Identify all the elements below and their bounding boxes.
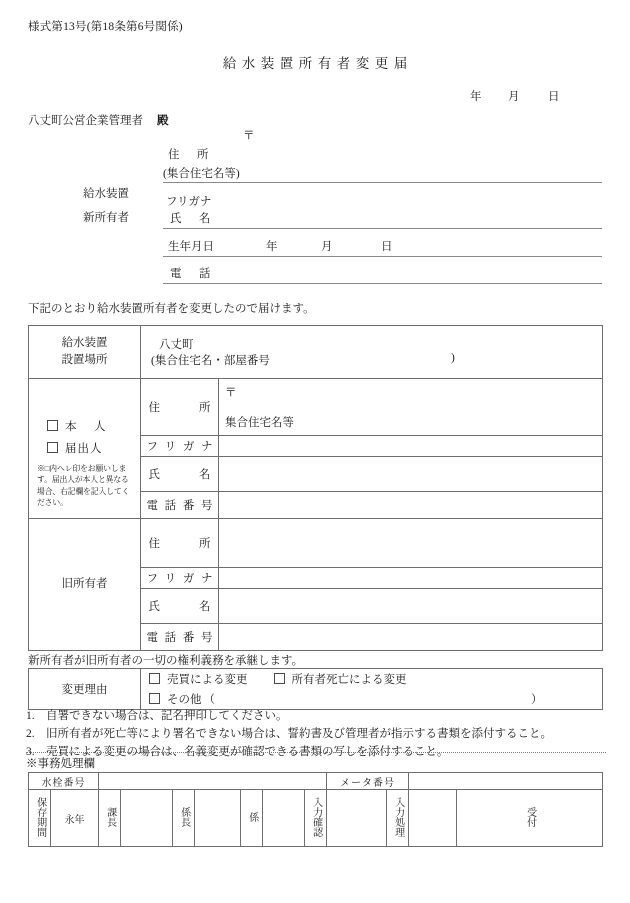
date-day-label: 日 (548, 91, 560, 103)
birth-year-label: 年 (266, 241, 278, 253)
succession-text: 新所有者が旧所有者の一切の権利義務を承継します。 (28, 655, 304, 667)
postal-mark-icon: 〒 (243, 130, 255, 142)
reason-death-option[interactable] (274, 674, 407, 686)
statement-text: 下記のとおり給水装置所有者を変更したので届けます。 (28, 303, 315, 315)
applicant-checkbox-cell (29, 379, 141, 519)
applicant-name-label: 氏 名 (141, 457, 219, 492)
date-year-label: 年 (470, 91, 482, 103)
reason-sale-label: 売買による変更 (167, 674, 248, 686)
reason-label-cell: 変更理由 (29, 669, 141, 710)
table-row-location (29, 326, 603, 379)
note-number: 1. (26, 710, 35, 722)
location-building-label: (集合住宅名・部屋番号 (151, 355, 270, 367)
former-phone-label: 電 話 番 号 (141, 624, 219, 651)
applicant-phone-label: 電 話 番 号 (141, 492, 219, 519)
address-label: 住 所 (168, 149, 212, 161)
birth-day-label: 日 (381, 241, 393, 253)
former-owner-label-cell: 旧所有者 (29, 519, 141, 651)
checkbox-self-label: 本 人 (65, 420, 109, 433)
office-body-row (29, 790, 603, 847)
checkbox-filer-label: 届出人 (65, 442, 103, 455)
applicant-block-label-1: 給水装置 (83, 188, 129, 200)
input-process-label: 入力処理 (387, 790, 409, 847)
applicant-block-label-2: 新所有者 (83, 212, 129, 224)
applicant-furigana-label: フ リ ガ ナ (141, 436, 219, 457)
addressee (28, 112, 169, 128)
reason-other-option[interactable] (149, 694, 215, 706)
checkbox-filer-box[interactable] (47, 442, 58, 453)
input-check-label: 入力確認 (305, 790, 327, 847)
name-label: 氏 名 (170, 213, 214, 225)
date-month-label: 月 (508, 91, 520, 103)
reason-table (28, 668, 603, 710)
staff-value[interactable] (263, 790, 305, 847)
form-number: 様式第13号(第18条第6号関係) (28, 21, 183, 33)
location-label-line1: 給水装置 (61, 337, 108, 350)
note-number: 2. (26, 728, 35, 741)
office-divider (26, 752, 606, 753)
location-building-row (141, 352, 602, 370)
applicant-phone-value[interactable] (219, 492, 603, 519)
applicant-furigana-value[interactable] (219, 436, 603, 457)
note-text: 旧所有者が死亡等により署名できない場合は、誓約書及び管理者が指示する書類を添付すること。 (46, 728, 552, 741)
note-item (26, 707, 616, 725)
name-rule (163, 228, 602, 229)
applicant-address-sub-label: 集合住宅名等 (225, 417, 294, 429)
note-item (26, 725, 616, 743)
table-row-reason (29, 669, 603, 690)
notes-list (26, 707, 616, 761)
reason-sale-option[interactable] (149, 674, 248, 686)
reason-death-label: 所有者死亡による変更 (291, 674, 407, 686)
office-header-row (29, 773, 603, 790)
applicant-address-postal-mark: 〒 (225, 387, 237, 399)
former-name-value[interactable] (219, 589, 603, 624)
section-chief-value[interactable] (121, 790, 173, 847)
birth-month-label: 月 (321, 241, 333, 253)
reason-options-row1 (141, 669, 603, 690)
former-address-label: 住 所 (141, 519, 219, 568)
reason-other-paren-open: （ (203, 694, 215, 706)
table-row-former-address (29, 519, 603, 568)
checkbox-death[interactable] (274, 673, 285, 684)
office-use-table (28, 772, 603, 847)
address-rule (163, 182, 602, 183)
address-sub-label: (集合住宅名等) (163, 168, 240, 180)
location-label-line2: 設置場所 (61, 354, 108, 366)
birthdate-label: 生年月日 (168, 241, 214, 253)
note-number: 3. (26, 746, 35, 759)
note-text: 売買による変更の場合は、名義変更が確認できる書類の写しを添付すること。 (46, 746, 449, 759)
checkbox-other[interactable] (149, 693, 160, 704)
checkbox-filer-row[interactable] (29, 437, 140, 459)
input-check-value[interactable] (327, 790, 387, 847)
note-text: 自署できない場合は、記名押印してください。 (46, 710, 288, 722)
phone-rule (163, 283, 602, 284)
reception-label: 受付 (524, 806, 536, 827)
birthdate-rule (163, 256, 602, 257)
tap-number-value[interactable] (99, 773, 327, 790)
former-address-value[interactable] (219, 519, 603, 568)
input-process-value[interactable] (409, 790, 457, 847)
table-row-applicant-address (29, 379, 603, 436)
section-chief-label: 課長 (99, 790, 121, 847)
applicant-note: ※□内へレ印をお願いします。届出人が本人と異なる場合、右記欄を記入してください。 (37, 463, 130, 507)
reason-other-label: その他 (167, 694, 202, 706)
former-furigana-label: フ リ ガ ナ (141, 568, 219, 589)
applicant-address-label: 住 所 (141, 379, 219, 436)
meter-number-value[interactable] (409, 773, 603, 790)
location-value-cell[interactable] (141, 326, 603, 379)
addressee-name: 八丈町公営企業管理者 (28, 115, 143, 127)
retention-label: 保存期間 (29, 790, 51, 847)
checkbox-self-row[interactable] (29, 415, 140, 437)
page-title: 給水装置所有者変更届 (222, 56, 413, 71)
reception-cell[interactable] (457, 790, 603, 847)
checkbox-sale[interactable] (149, 673, 160, 684)
office-use-heading: ※事務処理欄 (26, 758, 95, 770)
date-header (470, 88, 560, 104)
former-furigana-value[interactable] (219, 568, 603, 589)
location-label-cell (29, 326, 141, 379)
staff-label: 係 (241, 790, 263, 847)
addressee-honorific: 殿 (157, 115, 169, 127)
applicant-address-value[interactable] (219, 379, 603, 436)
former-name-label: 氏 名 (141, 589, 219, 624)
checkbox-self-box[interactable] (47, 420, 58, 431)
tap-number-label: 水栓番号 (29, 773, 99, 790)
applicant-name-value[interactable] (219, 457, 603, 492)
reason-other-paren-close: ） (531, 694, 543, 706)
meter-number-label: メータ番号 (327, 773, 409, 790)
location-building-paren: ) (451, 352, 455, 364)
location-town-value: 八丈町 (159, 339, 194, 351)
retention-value: 永年 (51, 790, 99, 847)
subsection-chief-value[interactable] (195, 790, 241, 847)
subsection-chief-label: 係長 (173, 790, 195, 847)
former-phone-value[interactable] (219, 624, 603, 651)
main-table (28, 325, 603, 651)
phone-label: 電 話 (170, 268, 214, 280)
furigana-label: フリガナ (166, 196, 212, 208)
